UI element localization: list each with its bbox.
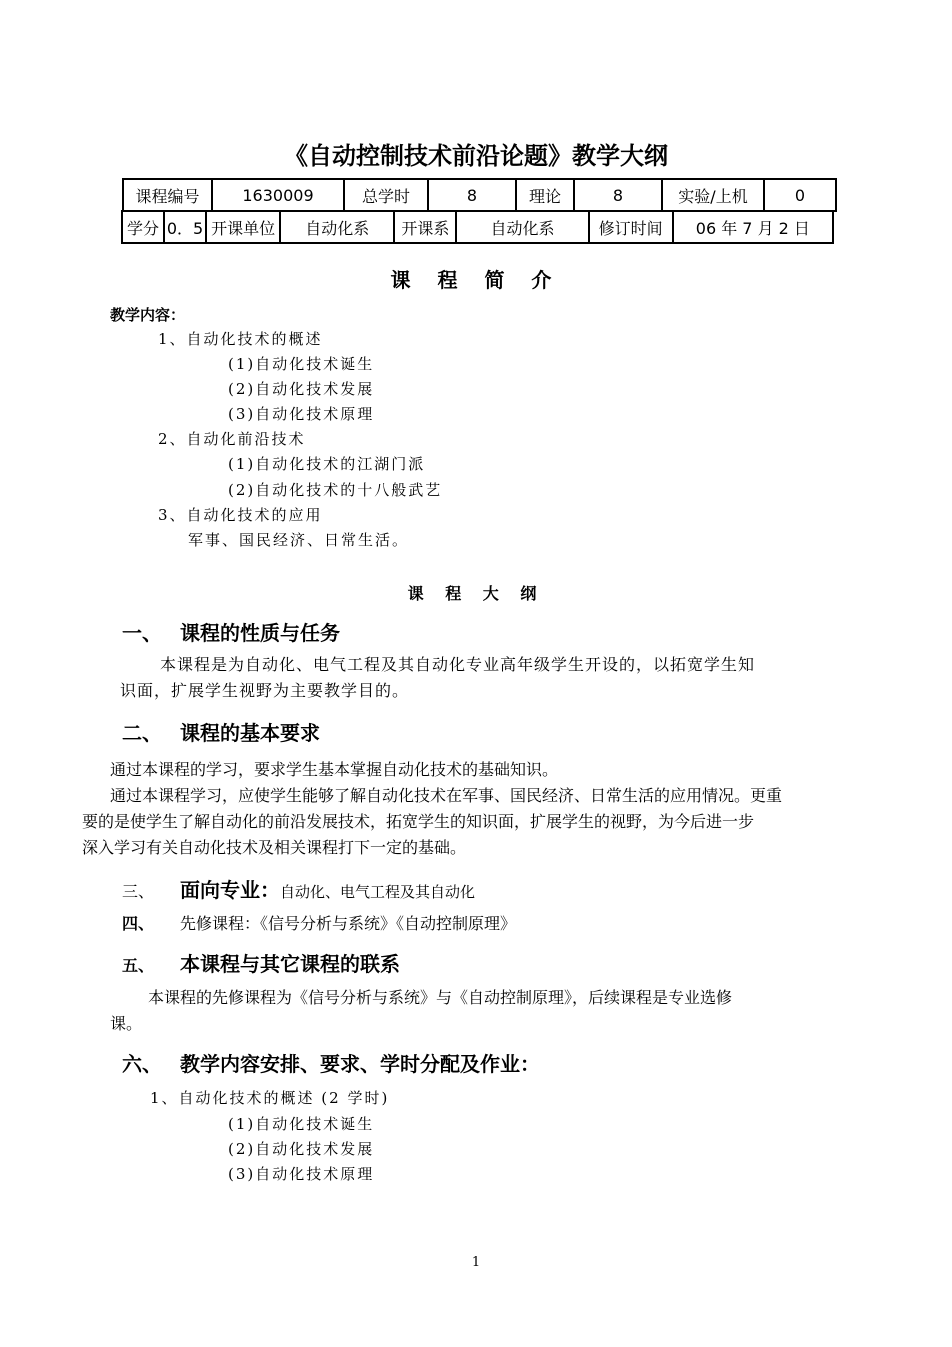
section-heading — [122, 617, 340, 646]
list-item: (3)自动化技术原理 — [228, 405, 375, 423]
course-info-table — [122, 178, 837, 244]
table-cell: 0 — [764, 179, 836, 211]
section-heading — [122, 1048, 540, 1077]
paragraph-line: 课。 — [110, 1014, 143, 1033]
section-heading — [122, 948, 400, 977]
paragraph-line: 识面，扩展学生视野为主要教学目的。 — [120, 681, 410, 700]
section-title: 本课程与其它课程的联系 — [180, 952, 400, 976]
table-cell: 1630009 — [212, 179, 344, 211]
list-item: 3、自动化技术的应用 — [158, 506, 323, 524]
list-item: 1、自动化技术的概述 (2 学时) — [150, 1089, 390, 1107]
section-heading — [122, 874, 475, 903]
list-item: (1)自动化技术的江湖门派 — [228, 455, 426, 473]
list-item: (3)自动化技术原理 — [228, 1165, 375, 1183]
document-title: 《自动控制技术前沿论题》教学大纲 — [284, 141, 668, 170]
section-heading — [122, 911, 516, 934]
table-cell: 学分 — [122, 211, 164, 243]
table-row-wrapper — [123, 211, 836, 244]
table-row — [122, 211, 833, 243]
page-number: 1 — [471, 1255, 481, 1270]
table-row-inner — [121, 210, 834, 244]
paragraph-line: 通过本课程学习，应使学生能够了解自动化技术在军事、国民经济、日常生活的应用情况。更重 — [110, 786, 783, 805]
section-heading — [122, 717, 320, 746]
list-item: 2、自动化前沿技术 — [158, 430, 306, 448]
section-number: 六、 — [122, 1052, 162, 1076]
table-row — [123, 179, 836, 211]
section-title: 课程的基本要求 — [180, 721, 320, 745]
list-item: (1)自动化技术诞生 — [228, 1115, 375, 1133]
section-number: 三、 — [122, 882, 155, 901]
paragraph-line: 本课程是为自动化、电气工程及其自动化专业高年级学生开设的，以拓宽学生知 — [160, 655, 756, 674]
paragraph-line: 通过本课程的学习，要求学生基本掌握自动化技术的基础知识。 — [110, 760, 559, 779]
table-cell: 自动化系 — [456, 211, 588, 243]
section-number: 四、 — [122, 914, 155, 933]
table-cell: 0．5 — [164, 211, 206, 243]
table-cell: 总学时 — [344, 179, 428, 211]
table-cell: 8 — [428, 179, 516, 211]
list-item: 军事、国民经济、日常生活。 — [188, 531, 410, 549]
table-cell: 理论 — [516, 179, 574, 211]
section-title: 面向专业： — [180, 878, 280, 902]
teaching-content-label: 教学内容： — [110, 306, 186, 324]
section-number: 一、 — [122, 621, 162, 645]
section-text: 先修课程：《信号分析与系统》《自动控制原理》 — [180, 914, 517, 933]
table-cell: 06 年 7 月 2 日 — [673, 211, 833, 243]
table-cell: 8 — [574, 179, 662, 211]
section-number: 二、 — [122, 721, 162, 745]
table-cell: 修订时间 — [589, 211, 673, 243]
list-item: (2)自动化技术的十八般武艺 — [228, 481, 443, 499]
section-title: 课程的性质与任务 — [180, 621, 340, 645]
intro-heading: 课 程 简 介 — [390, 268, 562, 292]
section-title: 教学内容安排、要求、学时分配及作业： — [180, 1052, 540, 1076]
paragraph-line: 本课程的先修课程为《信号分析与系统》与《自动控制原理》，后续课程是专业选修 — [148, 988, 733, 1007]
paragraph-line: 深入学习有关自动化技术及相关课程打下一定的基础。 — [82, 838, 467, 857]
table-cell: 自动化系 — [280, 211, 394, 243]
table-cell: 课程编号 — [123, 179, 212, 211]
section-number: 五、 — [122, 956, 155, 975]
list-item: (2)自动化技术发展 — [228, 380, 375, 398]
table-cell: 开课系 — [394, 211, 456, 243]
section-text: 自动化、电气工程及其自动化 — [280, 883, 476, 901]
list-item: (2)自动化技术发展 — [228, 1140, 375, 1158]
list-item: 1、自动化技术的概述 — [158, 330, 323, 348]
table-cell: 开课单位 — [206, 211, 280, 243]
outline-heading: 课 程 大 纲 — [407, 584, 545, 603]
table-cell: 实验/上机 — [662, 179, 764, 211]
paragraph-line: 要的是使学生了解自动化的前沿发展技术，拓宽学生的知识面，扩展学生的视野，为今后进一步 — [82, 812, 755, 831]
list-item: (1)自动化技术诞生 — [228, 355, 375, 373]
table-row — [123, 211, 836, 244]
